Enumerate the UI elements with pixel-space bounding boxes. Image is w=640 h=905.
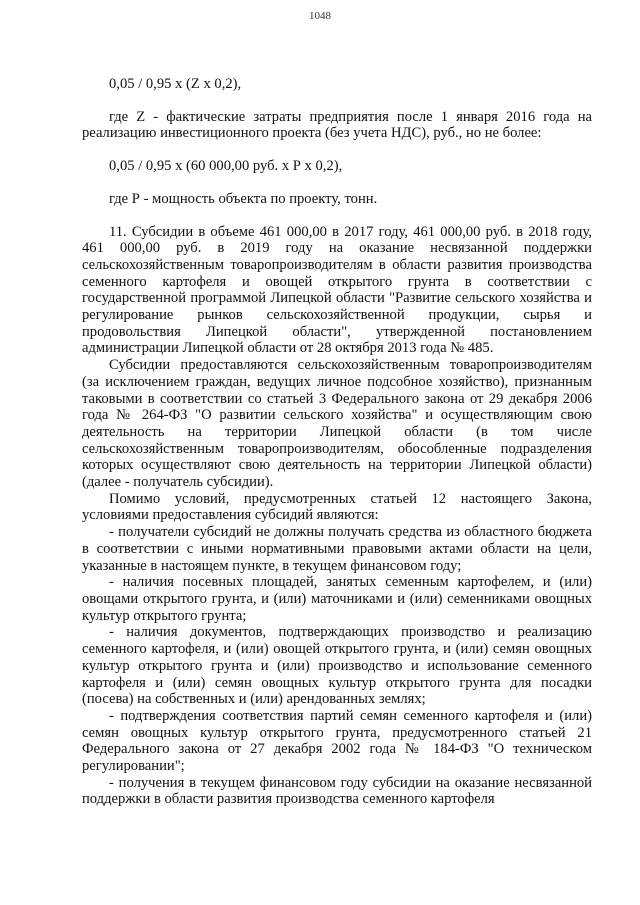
- list-item-condition-4: - подтверждения соответствия партий семян семенного картофеля и (или) семян овощных культур открытого грунта, предусмотренного статьей 21 Федерального закона от 27 декабря 2002 года № 184-ФЗ "О техническом регулировании";: [82, 707, 592, 775]
- paragraph-recipients: Субсидии предоставляются сельскохозяйственным товаропроизводителям (за исключением граждан, ведущих личное подсобное хозяйство), признанным таковыми в соответствии со статьей 3 Федерального закона от 29 декабря 2006 года № 264-ФЗ "О развитии сельского хозяйства" и осуществляющим свою деятельность на территории Липецкой области (в том числе сельскохозяйственным товаропроизводителям, обособленные подразделения которых осуществляют свою деятельность на территории Липецкой области) (далее - получатель субсидии).: [82, 357, 592, 491]
- formula-2: 0,05 / 0,95 х (60 000,00 руб. х Р х 0,2),: [109, 158, 343, 175]
- document-body: [82, 76, 592, 808]
- page-number: 1048: [309, 10, 331, 22]
- formula-1: 0,05 / 0,95 х (Z х 0,2),: [109, 76, 242, 92]
- list-item-condition-3: - наличия документов, подтверждающих производство и реализацию семенного картофеля, и (или) овощей открытого грунта, и (или) семян овощных культур открытого грунта и (или) производство и использование семенного картофеля и (или) семян овощных культур открытого грунта для посадки (посева) на собственных и (или) арендованных землях;: [82, 624, 592, 708]
- list-item-condition-5: - получения в текущем финансовом году субсидии на оказание несвязанной поддержки в области развития производства семенного картофеля: [82, 774, 592, 808]
- list-item-condition-1: - получатели субсидий не должны получать средства из областного бюджета в соответствии с иными нормативными правовыми актами области на цели, указанные в настоящем пункте, в текущем финансовом году;: [82, 524, 592, 574]
- paragraph-item-11: 11. Субсидии в объеме 461 000,00 в 2017 году, 461 000,00 руб. в 2018 году, 461 000,00 руб. в 2019 году на оказание несвязанной поддержки сельскохозяйственным товаропроизводителям в области развития производства семенного картофеля и овощей открытого грунта в соответствии с государственной программой Липецкой области "Развитие сельского хозяйства и регулирование рынков сельскохозяйственной продукции, сырья и продовольствия Липецкой области", утвержденной постановлением администрации Липецкой области от 28 октября 2013 года № 485.: [82, 223, 592, 357]
- paragraph-z-definition: где Z - фактические затраты предприятия после 1 января 2016 года на реализацию инвестиционного проекта (без учета НДС), руб., но не более:: [82, 108, 592, 142]
- paragraph-conditions-intro: Помимо условий, предусмотренных статьей 12 настоящего Закона, условиями предоставления субсидий являются:: [82, 490, 592, 524]
- paragraph-p-definition: где Р - мощность объекта по проекту, тонн.: [109, 190, 378, 207]
- list-item-condition-2: - наличия посевных площадей, занятых семенным картофелем, и (или) овощами открытого грунта, и (или) маточниками и (или) семенниками овощных культур открытого грунта;: [82, 574, 592, 624]
